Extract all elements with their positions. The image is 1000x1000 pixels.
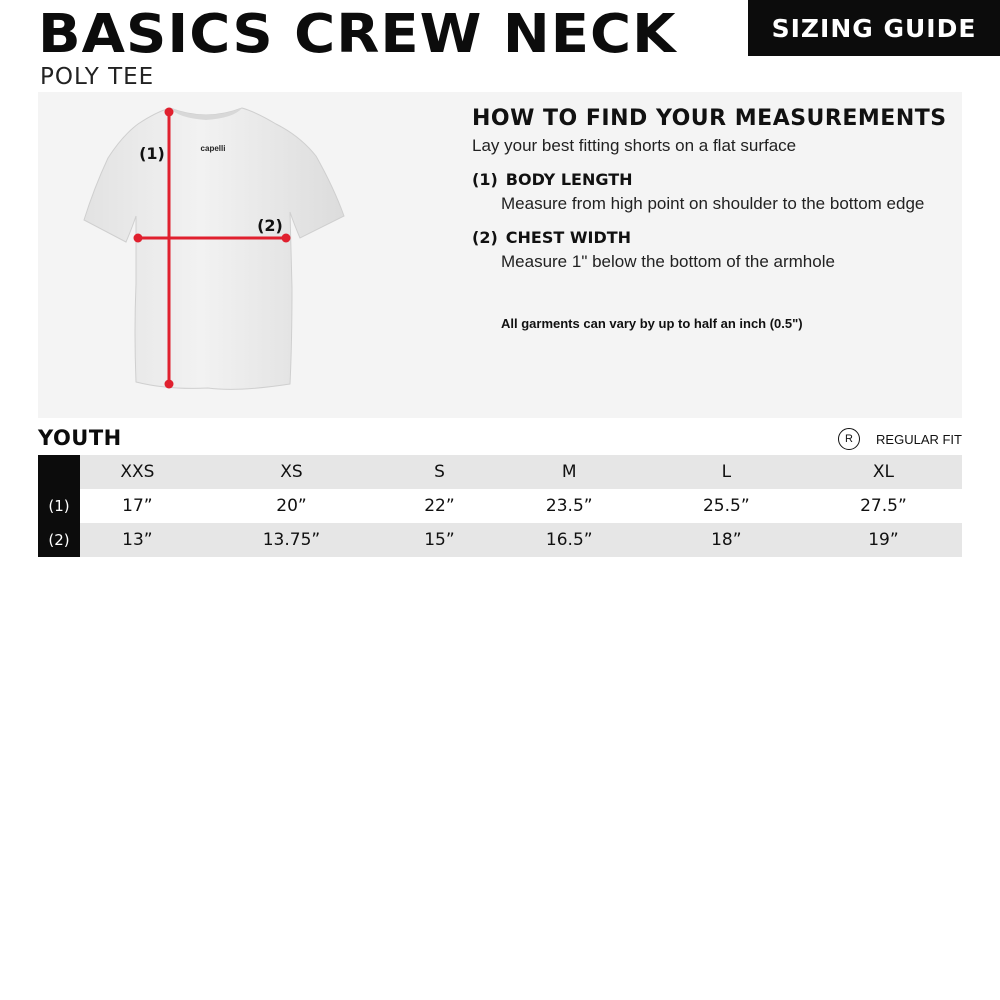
table-cell: 16.5”	[491, 523, 648, 557]
tshirt-diagram	[38, 92, 368, 418]
column-header: XXS	[80, 455, 195, 489]
sizing-guide-badge: SIZING GUIDE	[748, 0, 1000, 56]
column-header: XL	[805, 455, 962, 489]
step-chest-width-desc: Measure 1" below the bottom of the armhole	[501, 252, 835, 271]
table-cell: 15”	[388, 523, 490, 557]
size-table	[38, 455, 962, 557]
column-header: M	[491, 455, 648, 489]
step-number: (2)	[472, 228, 498, 247]
table-row	[38, 489, 962, 523]
table-cell: 19”	[805, 523, 962, 557]
table-cell: 23.5”	[491, 489, 648, 523]
step-body-length-heading	[472, 170, 962, 194]
table-cell: 25.5”	[648, 489, 805, 523]
step-number: (1)	[472, 170, 498, 189]
length-label: (1)	[139, 144, 165, 163]
table-cell: 13”	[80, 523, 195, 557]
size-group-label: YOUTH	[38, 426, 122, 450]
table-header-row	[38, 455, 962, 489]
table-cell: 13.75”	[195, 523, 388, 557]
column-header: XS	[195, 455, 388, 489]
fit-label: REGULAR FIT	[876, 431, 962, 447]
measurement-panel	[38, 92, 962, 418]
instructions-heading: HOW TO FIND YOUR MEASUREMENTS	[472, 106, 947, 131]
step-title: CHEST WIDTH	[505, 228, 632, 247]
chest-label: (2)	[257, 216, 283, 235]
step-body-length-desc: Measure from high point on shoulder to the bottom edge	[501, 194, 925, 213]
table-cell: 22”	[388, 489, 490, 523]
table-corner	[38, 455, 80, 489]
table-row	[38, 523, 962, 557]
instructions-intro: Lay your best fitting shorts on a flat surface	[472, 136, 797, 155]
variance-note: All garments can vary by up to half an inch (0.5")	[501, 316, 803, 331]
table-cell: 20”	[195, 489, 388, 523]
table-cell: 17”	[80, 489, 195, 523]
column-header: L	[648, 455, 805, 489]
row-label: (2)	[38, 523, 80, 557]
column-header: S	[388, 455, 490, 489]
brand-mark: capelli	[200, 144, 226, 153]
row-label: (1)	[38, 489, 80, 523]
regular-fit-icon: R	[838, 428, 860, 450]
step-chest-width-heading	[472, 228, 962, 252]
product-subtitle: POLY TEE	[40, 64, 155, 90]
step-title: BODY LENGTH	[505, 170, 633, 189]
measurement-instructions	[472, 104, 962, 331]
product-title: BASICS CREW NECK	[38, 3, 677, 66]
table-cell: 18”	[648, 523, 805, 557]
table-cell: 27.5”	[805, 489, 962, 523]
fit-key	[838, 428, 962, 450]
